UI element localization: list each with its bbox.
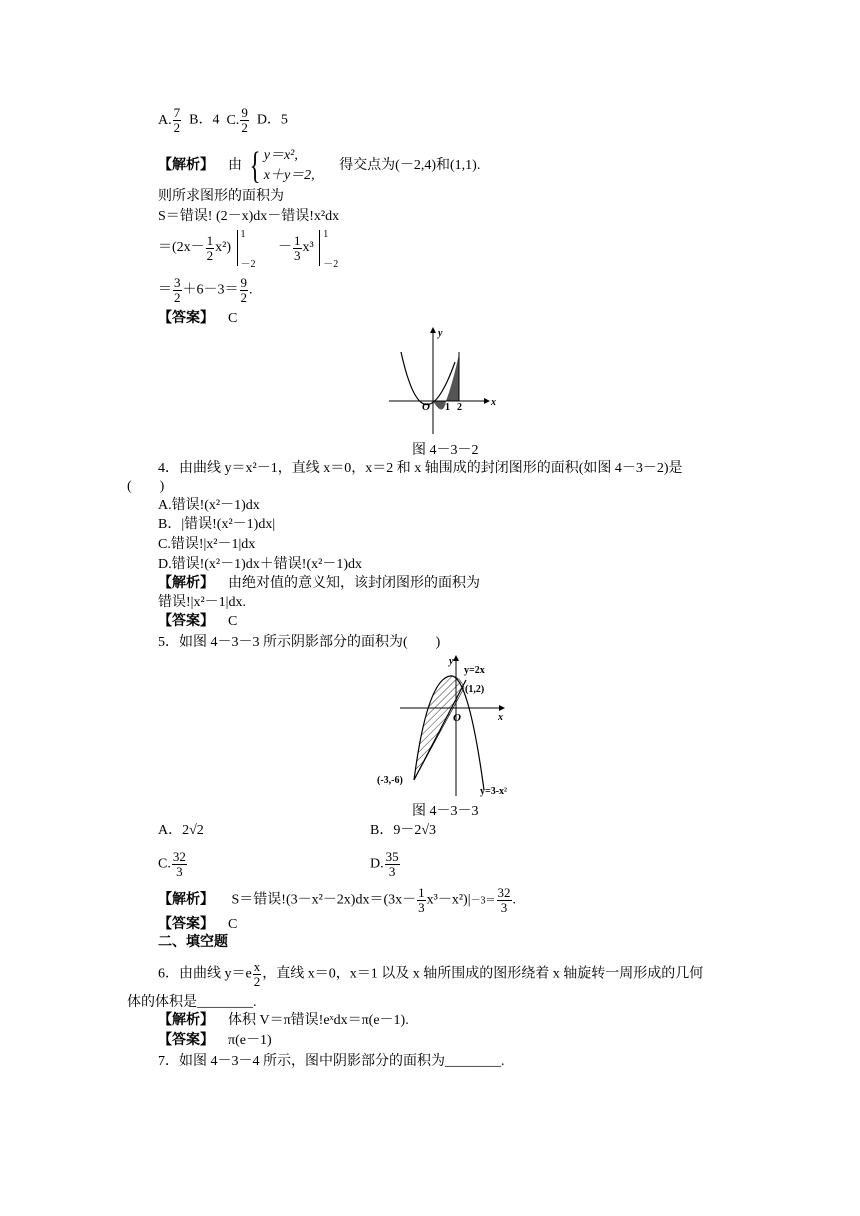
q5-option-d: D. $\frac{35}{3}$ <box>370 849 399 879</box>
q3-formula-line3: ＝ $\frac{3}{2}$ ＋6－3＝ $\frac{9}{2}$ . <box>158 275 253 305</box>
q5-option-a: A．2√2 <box>158 823 204 838</box>
q6-analysis: 【解析】 体积 V＝π错误!eˣdx＝π(e－1). <box>158 1013 409 1028</box>
parabola-label: y=3-x² <box>480 786 508 797</box>
q3-option-a: A. $\frac{7}{2}$ <box>158 105 181 135</box>
q4-paren: ( ) <box>127 479 165 494</box>
q4-answer: 【答案】 C <box>158 614 238 629</box>
y-axis-label: y <box>449 656 454 667</box>
q3-option-b: B．4 <box>189 112 220 128</box>
q4-option-c: C.错误!|x²－1|dx <box>158 537 256 552</box>
q4-option-b: B．|错误!(x²－1)dx| <box>158 517 276 532</box>
q4-analysis2: 错误!|x²－1|dx. <box>158 595 246 610</box>
section-title: 二、填空题 <box>158 935 228 950</box>
q3-area-intro: 则所求图形的面积为 <box>158 189 284 204</box>
point-neg3-neg6-label: (-3,-6) <box>377 775 403 786</box>
q7-stem: 7．如图 4－3－4 所示，图中阴影部分的面积为________. <box>158 1054 505 1069</box>
x-axis-label: x <box>491 397 496 408</box>
figure-4-3-2-caption: 图 4－3－2 <box>412 443 479 458</box>
origin-label: O <box>422 401 430 413</box>
q5-option-c: C. $\frac{32}{3}$ <box>158 849 186 879</box>
q6-stem-line2: 体的体积是________. <box>127 995 257 1010</box>
tick-2-label: 2 <box>457 402 462 413</box>
figure-4-3-3 <box>372 650 517 800</box>
q5-stem: 5．如图 4－3－3 所示阴影部分的面积为( ) <box>158 635 441 650</box>
parabola-curve <box>401 352 455 405</box>
point-1-2-label: (1,2) <box>465 684 485 695</box>
figure-4-3-2 <box>385 322 505 440</box>
figure-4-3-3-caption: 图 4－3－3 <box>412 804 479 819</box>
q3-option-c: C. $\frac{9}{2}$ <box>226 105 248 135</box>
q4-option-d: D.错误!(x²－1)dx＋错误!(x²－1)dx <box>158 557 362 572</box>
q3-formula-line2: ＝(2x－ $\frac{1}{2}$ x²) 1 －2 － $\frac{1}{3}$ x³ 1 －2 <box>158 229 339 270</box>
q4-option-a: A.错误!(x²－1)dx <box>158 498 260 513</box>
q5-analysis: 【解析】 S＝错误!(3－x²－2x)dx＝(3x－ $\frac{1}{3}$ x³－x²)|－3＝ $\frac{32}{3}$ . <box>158 885 516 915</box>
q3-analysis: 【解析】 由 { y＝x², x＋y＝2, 得交点为(－2,4)和(1,1). <box>158 145 481 187</box>
q5-option-b: B．9－2√3 <box>370 823 437 838</box>
y-axis-label: y <box>438 328 443 339</box>
q3-formula-line1: S＝错误! (2－x)dx－错误!x²dx <box>158 209 340 224</box>
origin-label: O <box>453 712 461 724</box>
q6-stem: 6．由曲线 y＝e $\frac{x}{2}$ ，直线 x＝0，x＝1 以及 x 轴所围成的图形绕着 x 轴旋转一周形成的几何 <box>158 959 704 989</box>
q4-analysis: 【解析】 由绝对值的意义知，该封闭图形的面积为 <box>158 576 480 591</box>
equation-system: { y＝x², x＋y＝2, <box>249 145 315 187</box>
q3-option-d: D．5 <box>256 112 288 128</box>
tick-1-label: 1 <box>445 402 450 413</box>
q5-answer: 【答案】 C <box>158 917 238 932</box>
x-axis-label: x <box>498 712 503 723</box>
q3-answer: 【答案】 C <box>158 311 238 326</box>
shaded-region-above <box>446 354 459 401</box>
q3-options <box>158 106 288 135</box>
q4-stem: 4．由曲线 y＝x²－1，直线 x＝0，x＝2 和 x 轴围成的封闭图形的面积(如图 4－3－2)是 <box>158 461 683 476</box>
line-label: y=2x <box>464 665 485 676</box>
q6-answer: 【答案】 π(e－1) <box>158 1033 272 1048</box>
